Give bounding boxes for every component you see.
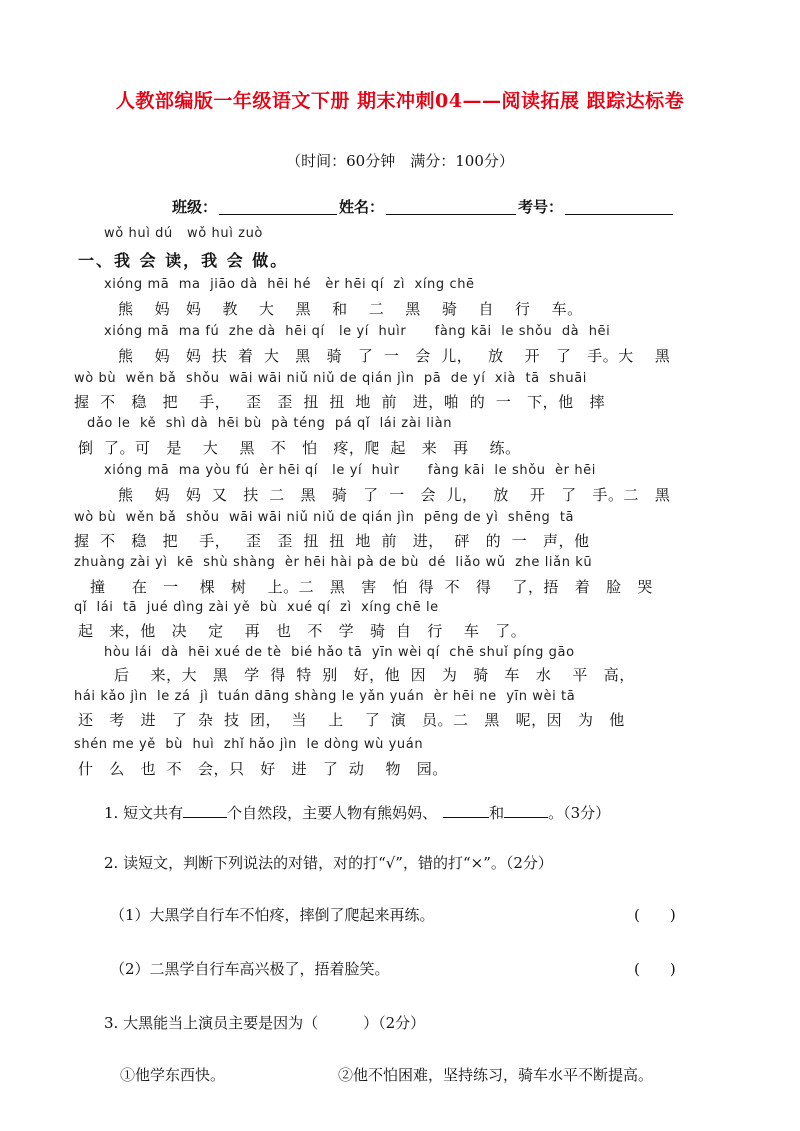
question-2-item-2: （2）二黑学自行车高兴极了，捂着脸笑。 <box>110 960 390 978</box>
section-title: 一、我 会 读，我 会 做。 <box>78 251 289 270</box>
passage-text-line: 起 来，他 决 定 再 也 不 学 骑 自 行 车 了。 <box>78 622 527 640</box>
passage-text-line: 撞 在 一 棵 树 上。二 黑 害 怕 得 不 得 了，捂 着 脸 哭 <box>90 578 653 596</box>
question-1-text: 和 <box>489 804 505 822</box>
name-label: 姓名： <box>339 198 385 216</box>
question-3-option-2[interactable]: ②他不怕困难，坚持练习，骑车水平不断提高。 <box>338 1066 654 1084</box>
passage-pinyin-line: xióng mā ma fú zhe dà hēi qí le yí huìr fàng kāi le shǒu dà hēi <box>104 324 611 339</box>
question-2: 2. 读短文，判断下列说法的对错，对的打“√”，错的打“×”。（2分） <box>104 854 553 872</box>
passage-text-line: 熊 妈 妈 扶 着 大 黑 骑 了 一 会 儿， 放 开 了 手。大 黑 <box>118 347 671 365</box>
passage-text-line: 熊 妈 妈 教 大 黑 和 二 黑 骑 自 行 车。 <box>118 300 583 318</box>
passage-pinyin-line: dǎo le kě shì dà hēi bù pà téng pá qǐ lái zài liàn <box>87 416 453 431</box>
passage-text-line: 握 不 稳 把 手， 歪 歪 扭 扭 地 前 进，啪 的 一 下，他 摔 <box>74 393 605 411</box>
passage-text-line: 熊 妈 妈 又 扶 二 黑 骑 了 一 会 儿， 放 开 了 手。二 黑 <box>118 486 671 504</box>
answer-parentheses[interactable]: ( ) <box>634 906 676 924</box>
passage-pinyin-line: qǐ lái tā jué dìng zài yě bù xué qí zì xíng chē le <box>74 600 439 615</box>
passage-pinyin-line: hái kǎo jìn le zá jì tuán dāng shàng le yǎn yuán èr hēi ne yīn wèi tā <box>74 689 576 704</box>
question-3: 3. 大黑能当上演员主要是因为（ ）（2分） <box>104 1014 426 1032</box>
answer-parentheses[interactable]: ( ) <box>634 960 676 978</box>
passage-pinyin-line: hòu lái dà hēi xué de tè bié hǎo tā yīn wèi qí chē shuǐ píng gāo <box>104 645 575 660</box>
passage-pinyin-line: zhuàng zài yì kē shù shàng èr hēi hài pà de bù dé liǎo wǔ zhe liǎn kū <box>74 555 593 570</box>
passage-pinyin-line: xióng mā ma jiāo dà hēi hé èr hēi qí zì xíng chē <box>104 277 475 292</box>
passage-text-line: 还 考 进 了 杂 技 团， 当 上 了 演 员。二 黑 呢，因 为 他 <box>78 711 625 729</box>
passage-text-line: 后 来，大 黑 学 得 特 别 好，他 因 为 骑 车 水 平 高， <box>114 666 635 684</box>
class-label: 班级： <box>172 198 218 216</box>
passage-pinyin-line: wò bù wěn bǎ shǒu wāi wāi niǔ niǔ de qián jìn pēng de yì shēng tā <box>74 510 575 525</box>
exam-no-label: 考号： <box>518 198 564 216</box>
page-title: 人教部编版一年级语文下册 期末冲刺04——阅读拓展 跟踪达标卷 <box>115 90 685 112</box>
question-1-text: 个自然段，主要人物有熊妈妈、 <box>227 804 438 822</box>
exam-time-info: （时间：60分钟 满分：100分） <box>286 152 514 170</box>
passage-pinyin-line: xióng mā ma yòu fú èr hēi qí le yí huìr fàng kāi le shǒu èr hēi <box>104 463 596 478</box>
passage-text-line: 倒 了。可 是 大 黑 不 怕 疼，爬 起 来 再 练。 <box>78 439 521 457</box>
question-1-text: 1. 短文共有 <box>104 804 184 822</box>
answer-blank[interactable] <box>504 803 548 818</box>
passage-text-line: 什 么 也 不 会，只 好 进 了 动 物 园。 <box>78 760 448 778</box>
question-1-text: 。（3分） <box>548 804 611 822</box>
student-info-row <box>172 196 675 217</box>
passage-text-line: 握 不 稳 把 手， 歪 歪 扭 扭 地 前 进， 砰 的 一 声，他 <box>74 532 590 550</box>
answer-blank[interactable] <box>183 803 227 818</box>
question-2-item-1: （1）大黑学自行车不怕疼，摔倒了爬起来再练。 <box>110 906 435 924</box>
question-3-option-1[interactable]: ①他学东西快。 <box>120 1066 226 1084</box>
passage-pinyin-line: wò bù wěn bǎ shǒu wāi wāi niǔ niǔ de qián jìn pā de yí xià tā shuāi <box>74 371 587 386</box>
exam-no-field[interactable] <box>565 198 673 215</box>
section-title-pinyin: wǒ huì dú wǒ huì zuò <box>104 226 263 241</box>
answer-blank[interactable] <box>443 803 489 818</box>
question-1 <box>104 802 610 823</box>
name-field[interactable] <box>386 198 516 215</box>
passage-pinyin-line: shén me yě bù huì zhǐ hǎo jìn le dòng wù yuán <box>74 737 424 752</box>
class-field[interactable] <box>219 198 337 215</box>
